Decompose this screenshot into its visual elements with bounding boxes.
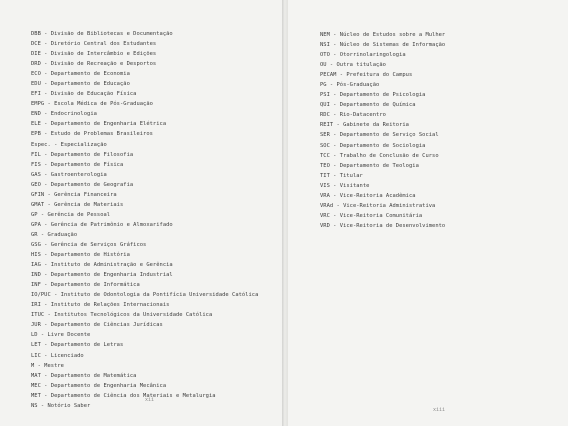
abbreviation-entry: EPB - Estudo de Problemas Brasileiros (31, 131, 153, 138)
abbreviation-entry: JUR - Departamento de Ciências Jurídicas (31, 322, 163, 329)
abbreviation-entry: M - Mestre (31, 362, 64, 369)
abbreviation-entry: QUI - Departamento de Química (320, 102, 416, 109)
abbreviation-entry: FIL - Departamento de Filosofia (31, 151, 134, 158)
abbreviation-entry: GSG - Gerência de Serviços Gráficos (31, 241, 147, 248)
abbreviation-entry: TEO - Departamento de Teologia (320, 162, 419, 169)
abbreviation-entry: GEO - Departamento de Geografia (31, 181, 134, 188)
abbreviation-list-left (31, 29, 258, 411)
abbreviation-entry: ITUC - Institutos Tecnológicos da Universidade Católica (31, 312, 213, 319)
abbreviation-entry: GPA - Gerência de Patrimônio e Almoxarifado (31, 221, 173, 228)
abbreviation-entry: EFI - Divisão de Educação Física (31, 91, 137, 98)
abbreviation-entry: MAT - Departamento de Matemática (31, 372, 137, 379)
abbreviation-entry: SOC - Departamento de Sociologia (320, 142, 426, 149)
abbreviation-entry: OTO - Otorrinolaringologia (320, 52, 406, 59)
abbreviation-entry: END - Endocrinologia (31, 111, 97, 118)
abbreviation-entry: Espec. - Especialização (31, 141, 107, 148)
abbreviation-entry: DBB - Divisão de Bibliotecas e Documentação (31, 31, 173, 37)
abbreviation-entry: IAG - Instituto de Administração e Gerência (31, 262, 173, 269)
abbreviation-entry: TIT - Titular (320, 172, 363, 179)
abbreviation-entry: OU - Outra titulação (320, 62, 386, 69)
left-page (0, 0, 282, 426)
abbreviation-entry: PECAM - Prefeitura do Campus (320, 72, 413, 79)
abbreviation-entry: NS - Notório Saber (31, 402, 91, 409)
abbreviation-entry: IO/PUC - Instituto de Odontologia da Pontifícia Universidade Católica (31, 292, 259, 299)
abbreviation-entry: REIT - Gabinete da Reitoria (320, 122, 409, 129)
abbreviation-entry: LIC - Licenciado (31, 352, 84, 359)
abbreviation-entry: NEM - Núcleo de Estudos sobre a Mulher (320, 32, 446, 38)
abbreviation-entry: GFIN - Gerência Financeira (31, 191, 117, 198)
abbreviation-entry: IRI - Instituto de Relações Internacionais (31, 302, 170, 309)
abbreviation-entry: GP - Gerência de Pessoal (31, 211, 111, 218)
abbreviation-entry: LET - Departamento de Letras (31, 342, 124, 349)
abbreviation-entry: SER - Departamento de Serviço Social (320, 132, 439, 139)
abbreviation-entry: GR - Graduação (31, 231, 78, 238)
abbreviation-entry: DCE - Diretório Central dos Estudantes (31, 41, 157, 48)
page-number: xii (145, 397, 155, 403)
abbreviation-entry: FIS - Departamento de Física (31, 161, 124, 168)
abbreviation-entry: GAS - Gastroenterologia (31, 171, 107, 178)
abbreviation-entry: DRD - Divisão de Recreação e Desportos (31, 61, 157, 68)
abbreviation-entry: INF - Departamento de Informática (31, 282, 140, 289)
abbreviation-entry: NSI - Núcleo de Sistemas de Informação (320, 42, 446, 49)
abbreviation-entry: ECO - Departamento de Economia (31, 71, 130, 78)
abbreviation-entry: PSI - Departamento de Psicologia (320, 92, 426, 99)
abbreviation-entry: TCC - Trabalho de Conclusão de Curso (320, 152, 439, 159)
abbreviation-entry: VRC - Vice-Reitoria Comunitária (320, 212, 423, 219)
abbreviation-entry: VRAd - Vice-Reitoria Administrativa (320, 202, 436, 209)
page-number: xiii (433, 407, 446, 413)
abbreviation-entry: EDU - Departamento de Educação (31, 81, 130, 88)
abbreviation-entry: LD - Livre Docente (31, 332, 91, 339)
abbreviation-entry: DIE - Divisão de Intercâmbio e Edições (31, 51, 157, 58)
abbreviation-entry: MEC - Departamento de Engenharia Mecânica (31, 382, 167, 389)
abbreviation-entry: VRD - Vice-Reitoria de Desenvolvimento (320, 222, 446, 229)
abbreviation-entry: PG - Pós-Graduação (320, 82, 380, 89)
right-page (288, 0, 568, 426)
abbreviation-entry: EMPG - Escola Médica de Pós-Graduação (31, 101, 153, 108)
abbreviation-entry: MET - Departamento de Ciência dos Materiais e Metalurgia (31, 392, 216, 399)
abbreviation-entry: VRA - Vice-Reitoria Acadêmica (320, 192, 416, 199)
abbreviation-entry: GMAT - Gerência de Materiais (31, 201, 124, 208)
abbreviation-entry: HIS - Departamento de História (31, 252, 130, 259)
abbreviation-entry: RDC - Rio-Datacentro (320, 112, 386, 119)
abbreviation-entry: IND - Departamento de Engenharia Industrial (31, 272, 173, 279)
abbreviation-entry: VIS - Visitante (320, 182, 370, 189)
abbreviation-list-right (320, 30, 445, 231)
abbreviation-entry: ELE - Departamento de Engenharia Elétrica (31, 121, 167, 128)
